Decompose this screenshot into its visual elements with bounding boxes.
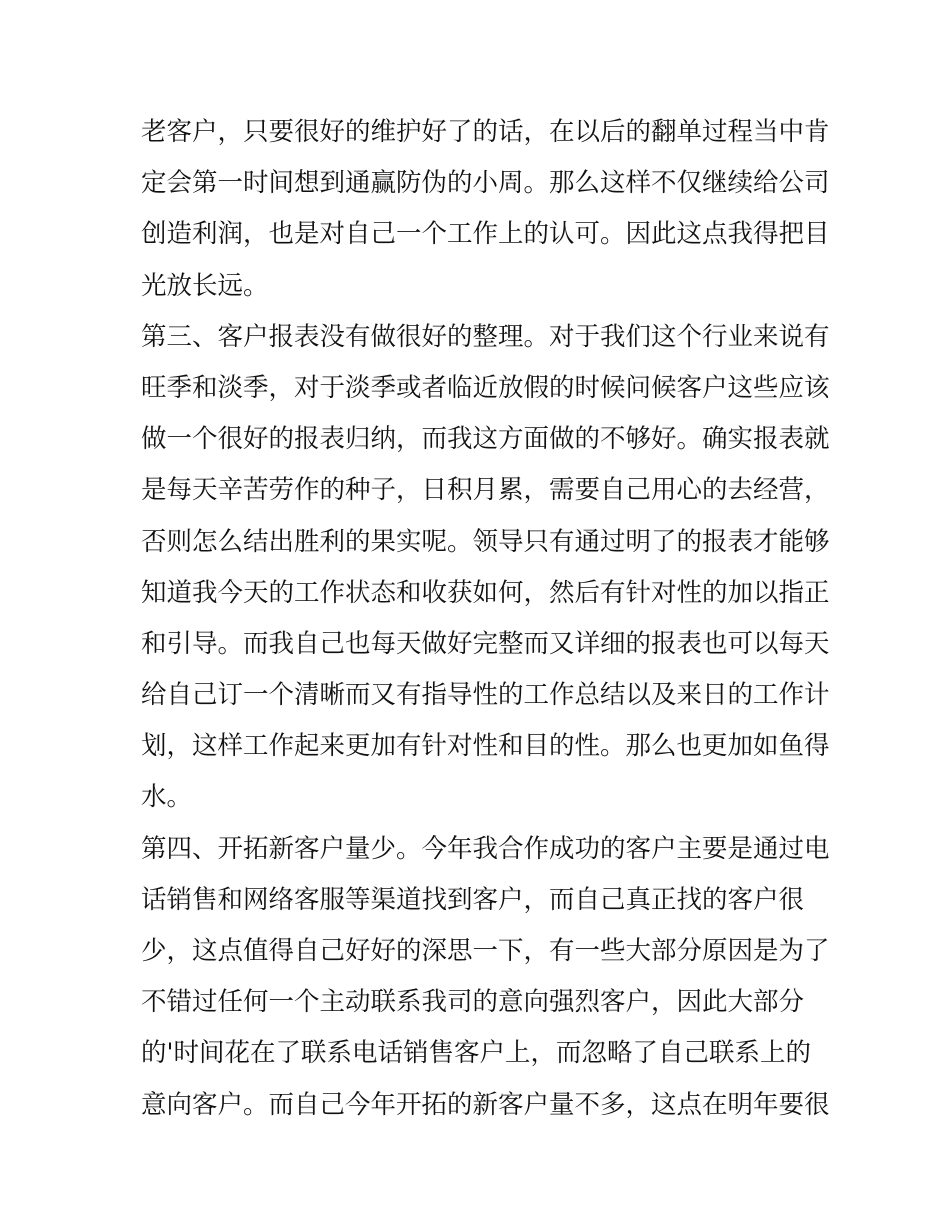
text-line: 老客户，只要很好的维护好了的话，在以后的翻单过程当中肯 — [141, 117, 830, 147]
text-line: 否则怎么结出胜利的果实呢。领导只有通过明了的报表才能够 — [141, 526, 830, 557]
body-text — [141, 107, 830, 1131]
text-line: 给自己订一个清晰而又有指导性的工作总结以及来日的工作计 — [141, 680, 830, 711]
text-line: 做一个很好的报表归纳，而我这方面做的不够好。确实报表就 — [141, 424, 830, 455]
text-line: 不错过任何一个主动联系我司的意向强烈客户，因此大部分 — [141, 987, 805, 1018]
text-line: 话销售和网络客服等渠道找到客户，而自己真正找的客户很 — [141, 884, 805, 915]
text-line: 第三、客户报表没有做很好的整理。对于我们这个行业来说有 — [141, 321, 830, 352]
text-line: 定会第一时间想到通赢防伪的小周。那么这样不仅继续给公司 — [141, 168, 830, 199]
text-line: 意向客户。而自己今年开拓的新客户量不多，这点在明年要很 — [141, 1089, 830, 1120]
text-line: 创造利润，也是对自己一个工作上的认可。因此这点我得把目 — [141, 219, 830, 250]
text-line: 和引导。而我自己也每天做好完整而又详细的报表也可以每天 — [141, 628, 830, 659]
text-line: 的'时间花在了联系电话销售客户上，而忽略了自己联系上的 — [141, 1038, 812, 1069]
text-line: 旺季和淡季，对于淡季或者临近放假的时候问候客户这些应该 — [141, 372, 830, 403]
text-line: 是每天辛苦劳作的种子，日积月累，需要自己用心的去经营， — [141, 475, 830, 506]
text-line: 少，这点值得自己好好的深思一下，有一些大部分原因是为了 — [141, 936, 830, 966]
text-line: 光放长远。 — [141, 270, 269, 301]
text-line: 水。 — [141, 782, 193, 813]
text-line: 划，这样工作起来更加有针对性和目的性。那么也更加如鱼得 — [141, 731, 830, 762]
text-line: 知道我今天的工作状态和收获如何，然后有针对性的加以指正 — [141, 577, 830, 608]
text-line: 第四、开拓新客户量少。今年我合作成功的客户主要是通过电 — [141, 833, 830, 864]
